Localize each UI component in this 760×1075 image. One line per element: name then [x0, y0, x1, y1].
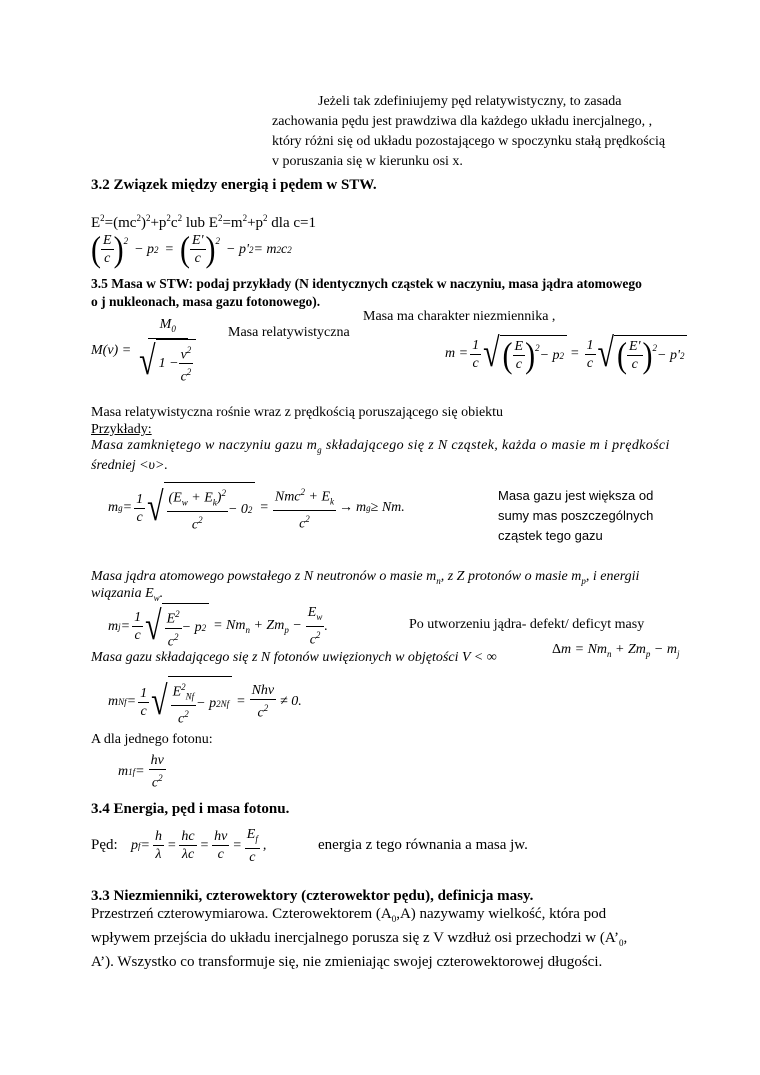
nucleus-text-d: wiązania $E_w$.	[91, 586, 164, 603]
closed-gas-text-b: składającego się z N cząstek, każda o masie m i prędkości	[322, 438, 670, 453]
nucleus-text-b: , z Z protonów o masie m	[440, 569, 582, 584]
section-heading-3-4: 3.4 Energia, pęd i masa fotonu.	[91, 801, 290, 817]
closed-gas-text-c: średniej <υ>.	[91, 458, 168, 473]
photon-momentum-formula: p f = $\frac{h}{\lambda}$ = $\frac{hc}{\lambda c}$ = $\frac{h\nu}{c}$ = $\frac{E_f}{c}$ ,	[131, 827, 267, 865]
body-line-2a: wpływem przejścia do układu inercjalnego porusza się z V wzdłuż osi przechodzi w (A’	[91, 930, 620, 946]
body-line	[91, 905, 681, 929]
gas-note-line: cząstek tego gazu	[498, 528, 603, 543]
gas-note-line: Masa gazu jest większa od	[498, 488, 654, 503]
section-3-3-body	[91, 905, 681, 972]
body-line	[91, 929, 681, 953]
intro-line: v poruszania się w kierunku osi x.	[272, 154, 463, 169]
section-heading-3-3: 3.3 Niezmienniki, czterowektory (czterowektor pędu), definicja masy.	[91, 888, 534, 904]
nucleus-text-c: , i energii	[585, 569, 640, 584]
intro-line: Jeżeli tak zdefiniujemy pęd relatywistyczny, to zasada	[318, 94, 622, 109]
single-photon-text: A dla jednego fotonu:	[91, 732, 213, 747]
closed-gas-sub: g	[317, 444, 323, 455]
gas-note	[498, 486, 653, 546]
mass-defect-formula: $\Delta m = Nm_n + Zm_p - m_j$	[552, 642, 680, 659]
body-line-1b: ,A) nazywamy wielkość, która pod	[396, 906, 607, 922]
closed-gas-text-a: Masa zamkniętego w naczyniu gazu m	[91, 438, 318, 453]
invariant-note: Masa ma charakter niezmiennika ,	[363, 309, 556, 324]
nucleus-sub-n: n	[436, 575, 441, 586]
intro-line: zachowania pędu jest prawdziwa dla każdego układu inercjalnego, ,	[272, 114, 653, 129]
invariant-mass-formula: m = $\frac{1}{c}$ √ ( $\frac{E}{c}$ ) $^2$ − p $_2$ = $\frac{1}{c}$ √ ( $\frac{E'}{c}$ ) $^2$ − p' $_2$	[445, 335, 687, 373]
section-heading-3-2: 3.2 Związek między energią i pędem w STW.	[91, 177, 377, 193]
relativistic-mass-formula: M(v) = $M_0$ √ 1 − $\frac{v^2}{c^2}$	[91, 316, 198, 386]
body-line-1a: Przestrzeń czterowymiarowa. Czterowektorem (A	[91, 906, 392, 922]
nucleus-mass-formula: m j = $\frac{1}{c}$ √ $\frac{E^2}{c^2}$ − p 2 = $Nm_n + Zm_p$ − $\frac{E_w}{c^2}$ .	[108, 603, 328, 650]
body-line-2b: ,	[623, 930, 628, 946]
examples-label: Przykłady:	[91, 422, 152, 437]
closed-gas-text	[91, 436, 676, 460]
energy-momentum-formula: $E^2=(mc^2)^2+p^2c^2$ lub $E^2=m^2+p^2$ dla c=1	[91, 213, 316, 231]
energy-momentum-invariant-formula: ( $\frac{E}{c}$ ) $^2$ − p $_2$ = ( $\frac{E'}{c}$ ) $^2$ − p' $_2$ = m 2 c 2	[91, 229, 292, 269]
section-heading-3-5	[91, 275, 642, 311]
nucleus-text-a: Masa jądra atomowego powstałego z N neutronów o masie m	[91, 569, 437, 584]
body-sub: 0	[391, 914, 397, 924]
intro-paragraph	[272, 92, 692, 172]
body-sub: 0	[619, 938, 624, 948]
momentum-label: Pęd:	[91, 837, 118, 853]
photon-gas-text: Masa gazu składającego się z N fotonów uwięzionych w objętości V < ∞	[91, 650, 497, 665]
formula-or: lub	[185, 215, 206, 231]
heading-line: 3.5 Masa w STW: podaj przykłady (N identycznych cząstek w naczyniu, masa jądra atomowego	[91, 276, 642, 291]
gas-note-line: sumy mas poszczególnych	[498, 508, 654, 523]
intro-line: który różni się od układu pozostającego w spoczynku stałą prędkością	[272, 134, 666, 149]
gas-mass-formula: m g = $\frac{1}{c}$ √ $\frac{(E_w + E_k)^2}{c^2}$ − 0 2 = $\frac{Nmc^2 + E_k}{c^2}$ → m g ≥ Nm.	[108, 482, 405, 534]
nucleus-binding: wiązania E	[91, 586, 154, 601]
relativistic-mass-label: Masa relatywistyczna	[228, 325, 350, 340]
formula-for: dla c=1	[271, 215, 316, 231]
nucleus-text	[91, 567, 681, 591]
single-photon-mass-formula: m 1f = $\frac{h\nu}{c^2}$	[118, 753, 164, 791]
heading-line: o j nukleonach, masa gazu fotonowego).	[91, 294, 321, 309]
mass-grows-text: Masa relatywistyczna rośnie wraz z prędkością poruszającego się obiektu	[91, 405, 504, 420]
body-line: A’). Wszystko co transformuje się, nie zmieniając swojej czterowektorowej długości.	[91, 954, 603, 970]
defect-note: Po utworzeniu jądra- defekt/ deficyt masy	[409, 617, 645, 632]
nucleus-sub-p: p	[581, 575, 586, 586]
nucleus-sub-w: w	[153, 592, 160, 603]
photon-gas-mass-formula: m Nf = $\frac{1}{c}$ √ $\frac{E^2_{Nf}}{c^2}$ − p 2 Nf = $\frac{\text{Nhν}}{c^2}$ ≠ 0.	[108, 676, 302, 728]
energy-note: energia z tego równania a masa jw.	[318, 837, 528, 853]
